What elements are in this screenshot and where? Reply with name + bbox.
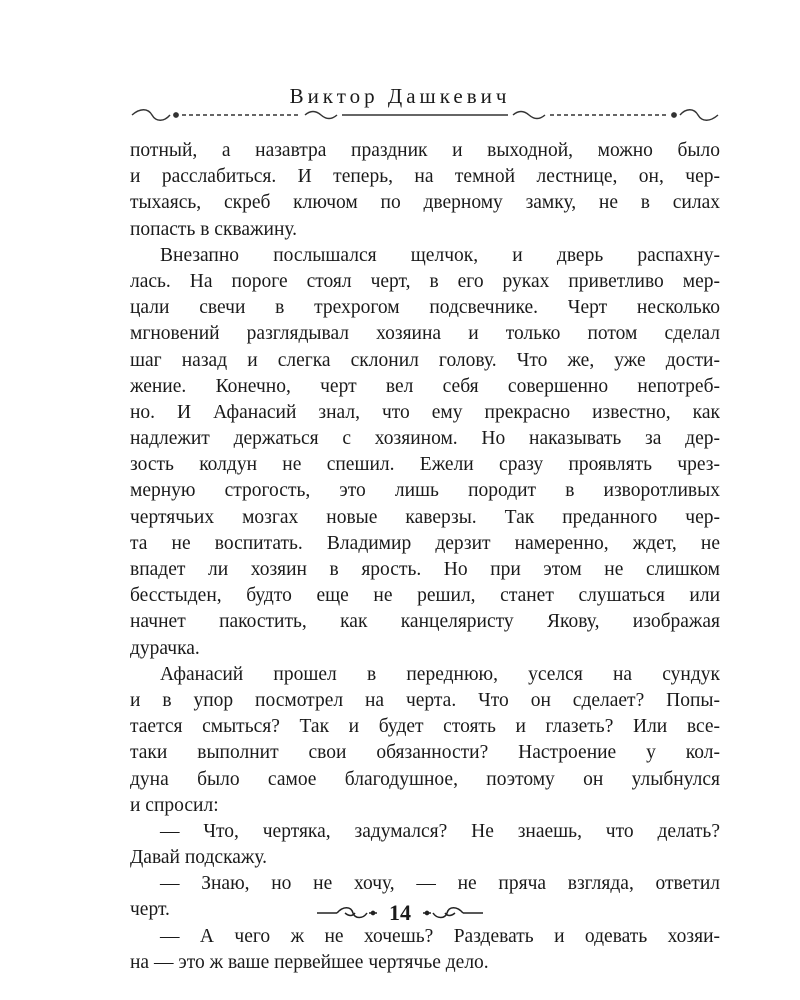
text-line: и расслабиться. И теперь, на темной лестнице, он, чер- [130, 166, 720, 188]
ornament-left-icon [315, 904, 379, 922]
text-line: — Знаю, но не хочу, — не пряча взгляда, ответил [160, 873, 720, 895]
text-line: дуна было самое благодушное, поэтому он улыбнулся [130, 768, 720, 790]
text-line: Внезапно послышался щелчок, и дверь распахну- [160, 244, 720, 266]
text-line: чертячьих мозгах новые каверзы. Так преданного чер- [130, 506, 720, 528]
text-line: шаг назад и слегка склонил голову. Что же, уже дости- [130, 349, 720, 371]
text-line: мгновений разглядывал хозяина и только потом сделал [130, 323, 720, 345]
text-line: лась. На пороге стоял черт, в его руках приветливо мер- [130, 270, 720, 292]
text-line: начнет пакостить, как канцеляристу Якову, изображая [130, 611, 720, 633]
running-title: Виктор Дашкевич [289, 84, 511, 108]
text-line: цали свечи в трехрогом подсвечнике. Черт несколько [130, 297, 720, 319]
text-line: надлежит держаться с хозяином. Но наказывать за дер- [130, 428, 720, 450]
text-line: дурачка. [130, 637, 200, 659]
text-line: на — это ж ваше первейшее чертячье дело. [130, 951, 489, 973]
text-line: та не воспитать. Владимир дерзит намеренно, ждет, не [130, 532, 720, 554]
text-line: черт. [130, 899, 170, 921]
text-line: впадет ли хозяин в ярость. Но при этом не слишком [130, 559, 720, 580]
text-line: и спросил: [130, 794, 219, 816]
text-line: жение. Конечно, черт вел себя совершенно непотреб- [130, 375, 720, 397]
text-line: тается смыться? Так и будет стоять и глазеть? Или все- [130, 716, 720, 738]
text-line: зость колдун не спешил. Ежели сразу проявлять чрез- [130, 454, 720, 476]
page-footer [0, 893, 800, 933]
body-text [130, 138, 720, 976]
text-line: попасть в скважину. [130, 218, 298, 240]
page-number: 14 [389, 900, 411, 925]
text-line: Давай подскажу. [130, 847, 268, 869]
text-line: — А чего ж не хочешь? Раздевать и одевать хозяи- [160, 925, 720, 947]
text-line: и в упор посмотрел на черта. Что он сделает? Попы- [130, 689, 720, 711]
text-line: Афанасий прошел в переднюю, уселся на сундук [160, 663, 720, 685]
text-line: потный, а назавтра праздник и выходной, можно было [130, 140, 720, 161]
ornament-rule-icon [130, 104, 720, 126]
ornament-right-icon [421, 904, 485, 922]
text-line: таки выполнит свои обязанности? Настроение у кол- [130, 742, 720, 764]
text-line: — Что, чертяка, задумался? Не знаешь, что делать? [160, 820, 720, 842]
text-line: мерную строгость, это лишь породит в изворотливых [130, 480, 720, 502]
text-line: но. И Афанасий знал, что ему прекрасно известно, как [130, 401, 720, 423]
text-line: тыхаясь, скреб ключом по дверному замку, не в силах [130, 192, 720, 214]
text-line: бесстыден, будто еще не решил, станет слушаться или [130, 585, 720, 607]
